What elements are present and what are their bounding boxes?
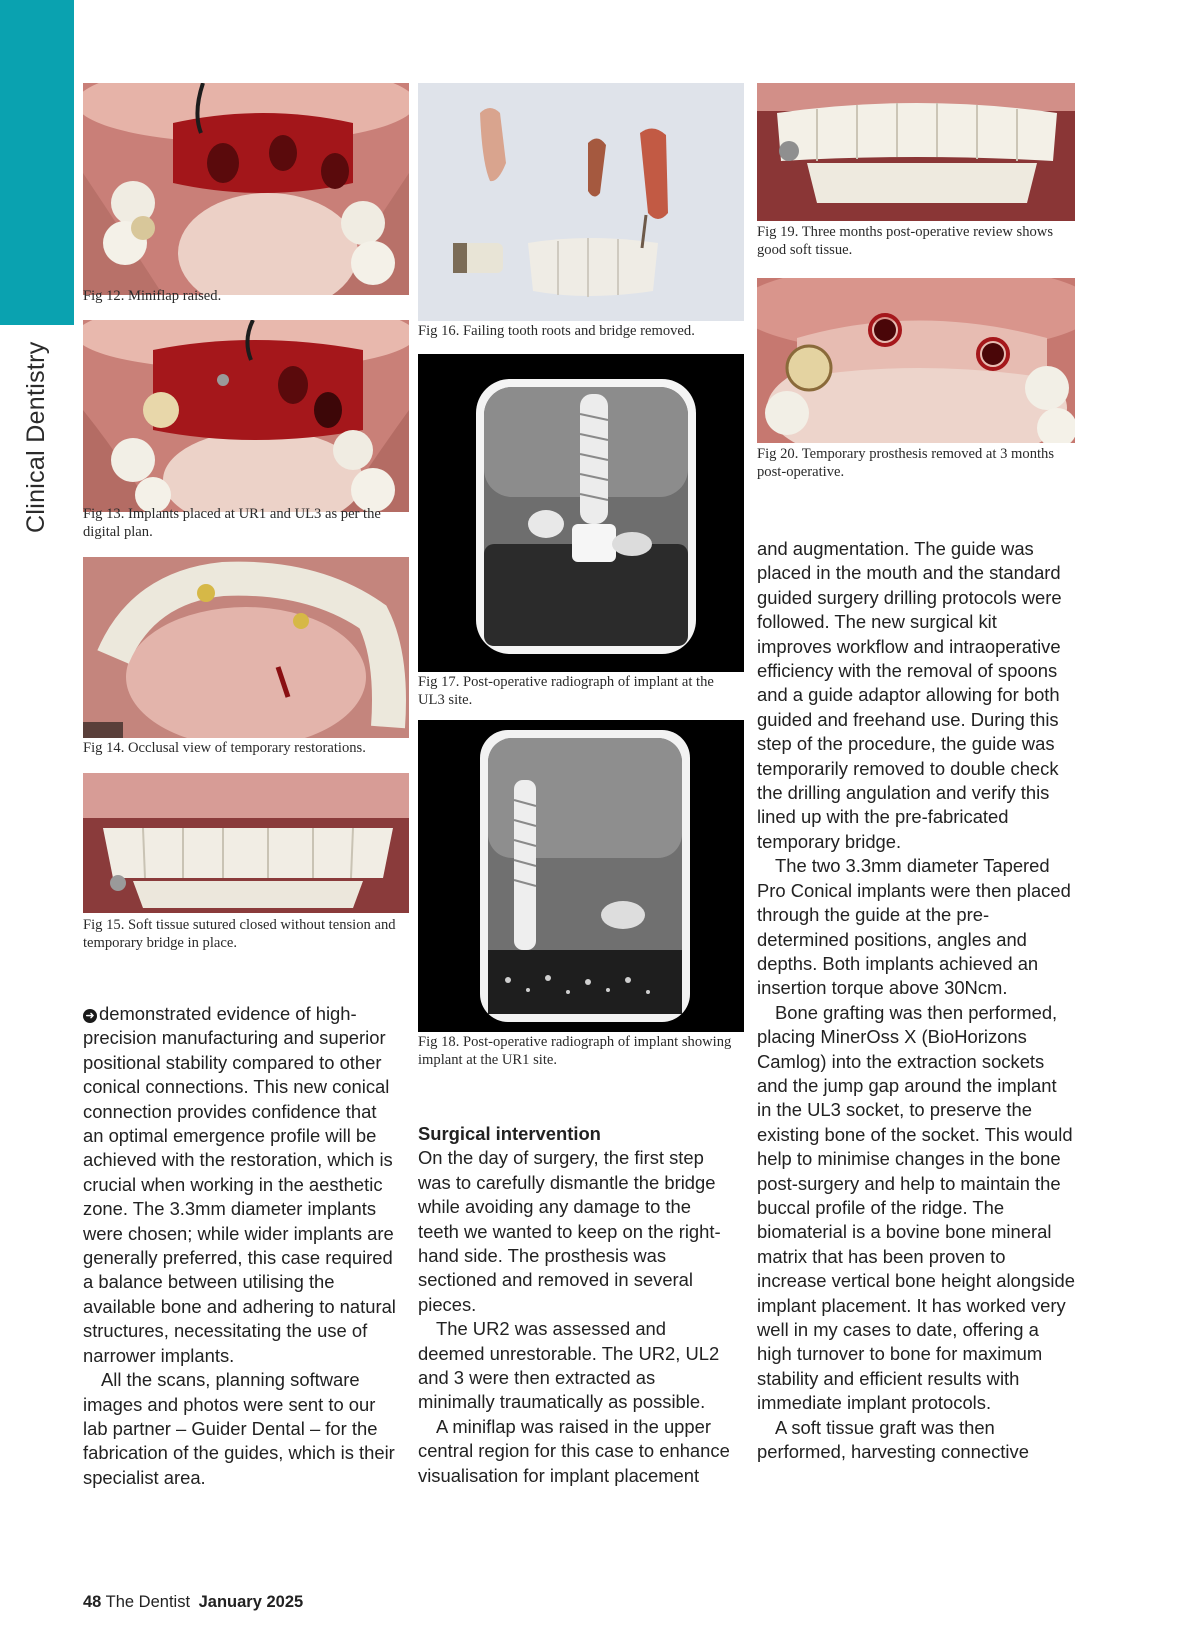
col2-paragraph-1: On the day of surgery, the first step was to carefully dismantle the bridge while avoiding any damage to the teeth we wanted to keep on the right-hand side. The prosthesis was sectioned and removed in several pieces. bbox=[418, 1147, 721, 1315]
col1-paragraph-2: All the scans, planning software images and photos were sent to our lab partner – Guider Dental – for the fabrication of the guides, which is their specialist area. bbox=[83, 1369, 395, 1488]
section-color-bar bbox=[0, 0, 74, 325]
section-label: Clinical Dentistry bbox=[22, 341, 50, 533]
body-column-1 bbox=[83, 1002, 401, 1490]
fig17-photo bbox=[418, 354, 744, 672]
fig16-caption: Fig 16. Failing tooth roots and bridge removed. bbox=[418, 323, 695, 339]
continuation-arrow-icon: ➜ bbox=[83, 1009, 97, 1023]
issue-date: January 2025 bbox=[198, 1593, 304, 1611]
col3-paragraph-4: A soft tissue graft was then performed, harvesting connective bbox=[757, 1416, 1029, 1463]
col2-paragraph-3: A miniflap was raised in the upper central region for this case to enhance visualisation for implant placement bbox=[418, 1415, 730, 1486]
col3-paragraph-3: Bone grafting was then performed, placing MinerOss X (BioHorizons Camlog) into the extraction sockets and the jump gap around the implant in the UL3 socket, to preserve the existing bone of the socket. This would help to minimise changes in the bone post-surgery and help to maintain the buccal profile of the ridge. The biomaterial is a bovine bone mineral matrix that has been proven to increase vertical bone height alongside implant placement. It has worked very well in my cases to date, offering a high turnover to bone for maximum stability and efficient results with immediate implant protocols. bbox=[757, 1001, 1075, 1414]
body-column-2 bbox=[418, 1122, 736, 1488]
fig18-caption: Fig 18. Post-operative radiograph of implant showing implant at the UR1 site. bbox=[418, 1034, 732, 1068]
col3-paragraph-2: The two 3.3mm diameter Tapered Pro Conical implants were then placed through the guide at the pre-determined positions, angles and depths. Both implants achieved an insertion torque above 30Ncm. bbox=[757, 855, 1071, 999]
fig12-photo bbox=[83, 83, 409, 295]
col2-paragraph-2: The UR2 was assessed and deemed unrestorable. The UR2, UL2 and 3 were then extracted as minimally traumatically as possible. bbox=[418, 1318, 720, 1413]
page-number: 48 bbox=[83, 1593, 102, 1611]
fig15-photo bbox=[83, 773, 409, 913]
fig13-photo bbox=[83, 320, 409, 512]
page-footer bbox=[83, 1593, 303, 1612]
fig19-caption: Fig 19. Three months post-operative review shows good soft tissue. bbox=[757, 224, 1054, 258]
fig12-caption: Fig 12. Miniflap raised. bbox=[83, 288, 222, 304]
section-heading: Surgical intervention bbox=[418, 1123, 601, 1144]
fig14-photo bbox=[83, 557, 409, 738]
fig15-caption: Fig 15. Soft tissue sutured closed without tension and temporary bridge in place. bbox=[83, 917, 396, 951]
fig20-photo bbox=[757, 278, 1075, 443]
fig13-caption: Fig 13. Implants placed at UR1 and UL3 as per the digital plan. bbox=[83, 506, 381, 540]
body-column-3 bbox=[757, 537, 1075, 1464]
fig14-caption: Fig 14. Occlusal view of temporary restorations. bbox=[83, 740, 366, 756]
publication-name: The Dentist bbox=[105, 1593, 191, 1611]
fig17-caption: Fig 17. Post-operative radiograph of implant at the UL3 site. bbox=[418, 674, 714, 708]
col1-paragraph-1: ➜ demonstrated evidence of high-precision manufacturing and superior positional stability compared to other conical connections. This new conical connection provides confidence that an optimal emergence profile will be achieved with the restoration, which is crucial when working in the aesthetic zone. The 3.3mm diameter implants were chosen; while wider implants are generally preferred, this case required a balance between utilising the available bone and adhering to natural structures, necessitating the use of narrower implants. bbox=[83, 1003, 396, 1366]
fig16-photo bbox=[418, 83, 744, 321]
fig18-photo bbox=[418, 720, 744, 1032]
fig19-photo bbox=[757, 83, 1075, 221]
col3-paragraph-1: and augmentation. The guide was placed in the mouth and the standard guided surgery drilling protocols were followed. The new surgical kit improves workflow and intraoperative efficiency with the removal of spoons and a guide adaptor allowing for both guided and freehand use. During this step of the procedure, the guide was temporarily removed to double check the drilling angulation and verify this lined up with the pre-fabricated temporary bridge. bbox=[757, 538, 1062, 852]
fig20-caption: Fig 20. Temporary prosthesis removed at 3 months post-operative. bbox=[757, 446, 1055, 480]
